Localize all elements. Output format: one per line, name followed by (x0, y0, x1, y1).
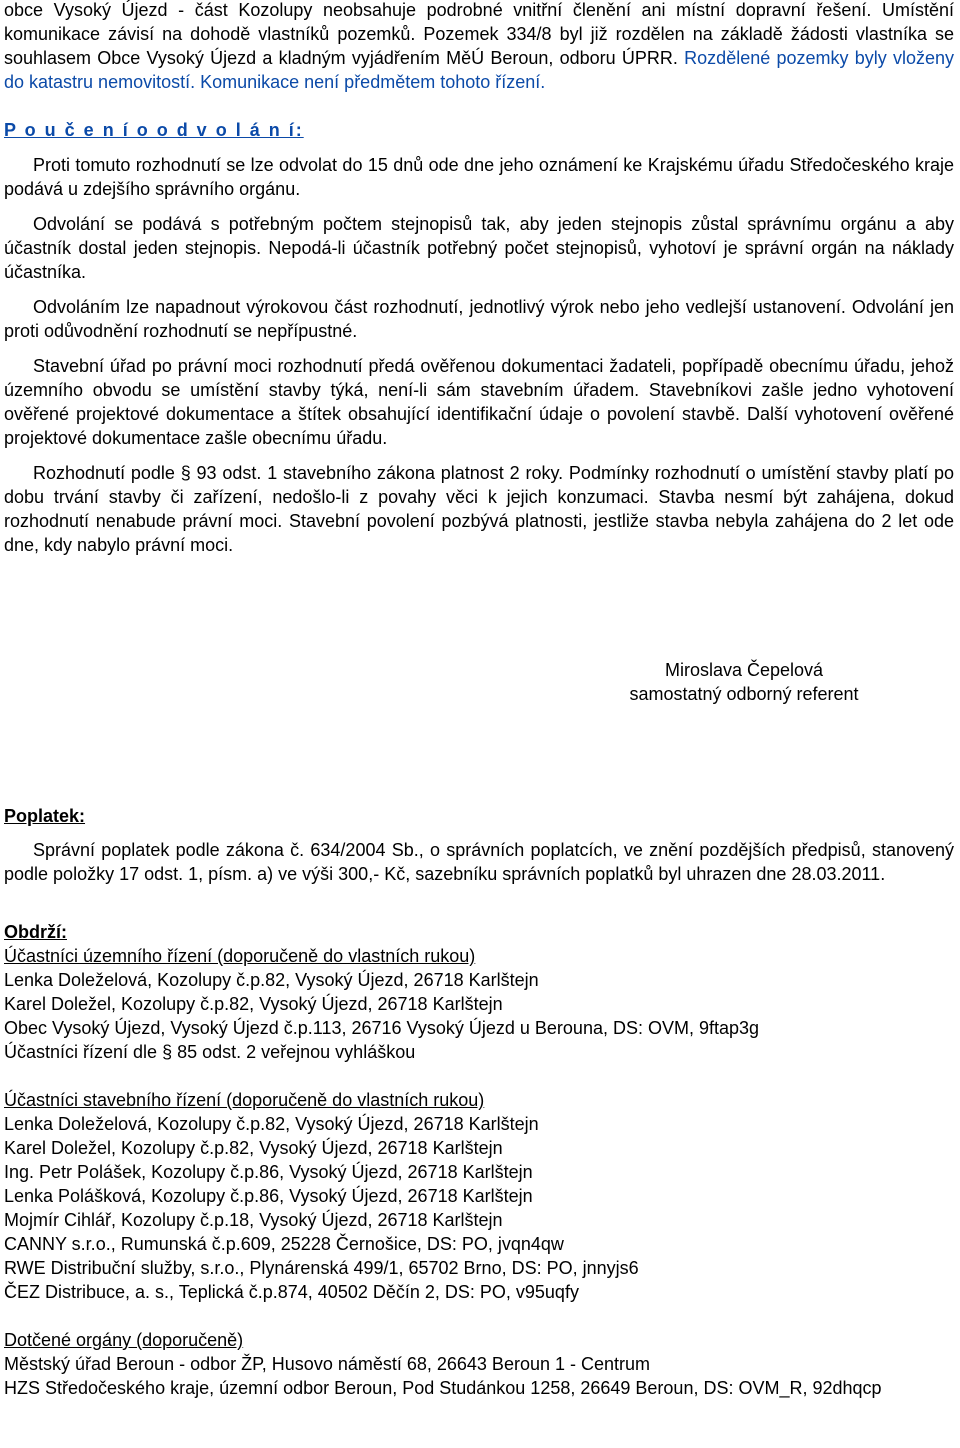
building-heading: Účastníci stavebního řízení (doporučeně do vlastních rukou) (4, 1090, 485, 1110)
signature-role: samostatný odborný referent (629, 684, 859, 704)
signature-block (584, 658, 904, 706)
list-item: Lenka Polášková, Kozolupy č.p.86, Vysoký Újezd, 26718 Karlštejn (4, 1186, 533, 1206)
recipients-heading: Obdrží: (4, 922, 67, 942)
document-page (4, 0, 954, 1398)
appeal-paragraph-4: Stavební úřad po právní moci rozhodnutí předá ověřenou dokumentaci žadateli, popřípadě obecnímu úřadu, jehož územního obvodu se umístění stavby týká, není-li sám stavebním úřadem. Stavebníkovi zašle jedno vyhotovení ověřené projektové dokumentace a štítek obsahující identifikační údaje o povolení stavbě. Další vyhotovení ověřené projektové dokumentace zašle obecnímu úřadu. (4, 356, 954, 448)
appeal-heading: P o u č e n í o o d v o l á n í: (4, 120, 304, 140)
fee-section (4, 804, 954, 1400)
territorial-heading: Účastníci územního řízení (doporučeně do vlastních rukou) (4, 946, 476, 966)
list-item: RWE Distribuční služby, s.r.o., Plynárenská 499/1, 65702 Brno, DS: PO, jnnyjs6 (4, 1258, 639, 1278)
intro-paragraph (4, 0, 954, 94)
fee-text: Správní poplatek podle zákona č. 634/2004 Sb., o správních poplatcích, ve znění pozdějších předpisů, stanovený podle položky 17 odst. 1, písm. a) ve výši 300,- Kč, sazebníku správních poplatků byl uhrazen dne 28.03.2011. (4, 840, 954, 884)
list-item: CANNY s.r.o., Rumunská č.p.609, 25228 Černošice, DS: PO, jvqn4qw (4, 1234, 564, 1254)
list-item: ČEZ Distribuce, a. s., Teplická č.p.874, 40502 Děčín 2, DS: PO, v95uqfy (4, 1282, 579, 1302)
authorities-heading: Dotčené orgány (doporučeně) (4, 1330, 244, 1350)
list-item: HZS Středočeského kraje, územní odbor Beroun, Pod Studánkou 1258, 26649 Beroun, DS: OVM_R, 92dhqcp (4, 1378, 882, 1398)
list-item: Lenka Doleželová, Kozolupy č.p.82, Vysoký Újezd, 26718 Karlštejn (4, 970, 539, 990)
list-item: Karel Doležel, Kozolupy č.p.82, Vysoký Újezd, 26718 Karlštejn (4, 994, 503, 1014)
fee-heading: Poplatek: (4, 806, 86, 826)
appeal-paragraph-1: Proti tomuto rozhodnutí se lze odvolat do 15 dnů ode dne jeho oznámení ke Krajskému úřadu Středočeského kraje podává u zdejšího správního orgánu. (4, 155, 954, 199)
appeal-paragraph-3: Odvoláním lze napadnout výrokovou část rozhodnutí, jednotlivý výrok nebo jeho vedlejší ustanovení. Odvolání jen proti odůvodnění rozhodnutí se nepřípustné. (4, 297, 954, 341)
signature-name: Miroslava Čepelová (664, 660, 824, 680)
appeal-paragraph-5: Rozhodnutí podle § 93 odst. 1 stavebního zákona platnost 2 roky. Podmínky rozhodnutí o umístění stavby platí po dobu trvání stavby či zařízení, nedošlo-li z povahy věci k jejich konzumaci. Stavba nesmí být zahájena, dokud rozhodnutí nenabude právní moci. Stavební povolení pozbývá platnosti, jestliže stavba nebyla zahájena do 2 let ode dne, kdy nabylo právní moci. (4, 463, 954, 555)
list-item: Karel Doležel, Kozolupy č.p.82, Vysoký Újezd, 26718 Karlštejn (4, 1138, 503, 1158)
list-item: Ing. Petr Polášek, Kozolupy č.p.86, Vysoký Újezd, 26718 Karlštejn (4, 1162, 533, 1182)
list-item: Obec Vysoký Újezd, Vysoký Újezd č.p.113, 26716 Vysoký Újezd u Berouna, DS: OVM, 9ftap3g (4, 1018, 760, 1038)
list-item: Mojmír Cihlář, Kozolupy č.p.18, Vysoký Újezd, 26718 Karlštejn (4, 1210, 503, 1230)
list-item: Lenka Doleželová, Kozolupy č.p.82, Vysoký Újezd, 26718 Karlštejn (4, 1114, 539, 1134)
intro-text: obce Vysoký Újezd - část Kozolupy neobsahuje podrobné vnitřní členění ani místní dopravní řešení. Umístění komunikace závisí na dohodě vlastníků pozemků. Pozemek 334/8 byl již rozdělen na základě žádosti vlastníka se souhlasem Obce Vysoký Újezd a kladným vyjádřením MěÚ Beroun, odboru ÚPRR. (4, 0, 954, 68)
list-item: Účastníci řízení dle § 85 odst. 2 veřejnou vyhláškou (4, 1042, 416, 1062)
appeal-paragraph-2: Odvolání se podává s potřebným počtem stejnopisů tak, aby jeden stejnopis zůstal správnímu orgánu a aby účastník dostal jeden stejnopis. Nepodá-li účastník potřebný počet stejnopisů, vyhotoví je správní orgán na náklady účastníka. (4, 214, 954, 282)
intro-text-blue: Rozdělené pozemky byly vloženy do katastru nemovitostí. Komunikace není předmětem tohoto řízení. (4, 48, 954, 92)
list-item: Městský úřad Beroun - odbor ŽP, Husovo náměstí 68, 26643 Beroun 1 - Centrum (4, 1354, 651, 1374)
